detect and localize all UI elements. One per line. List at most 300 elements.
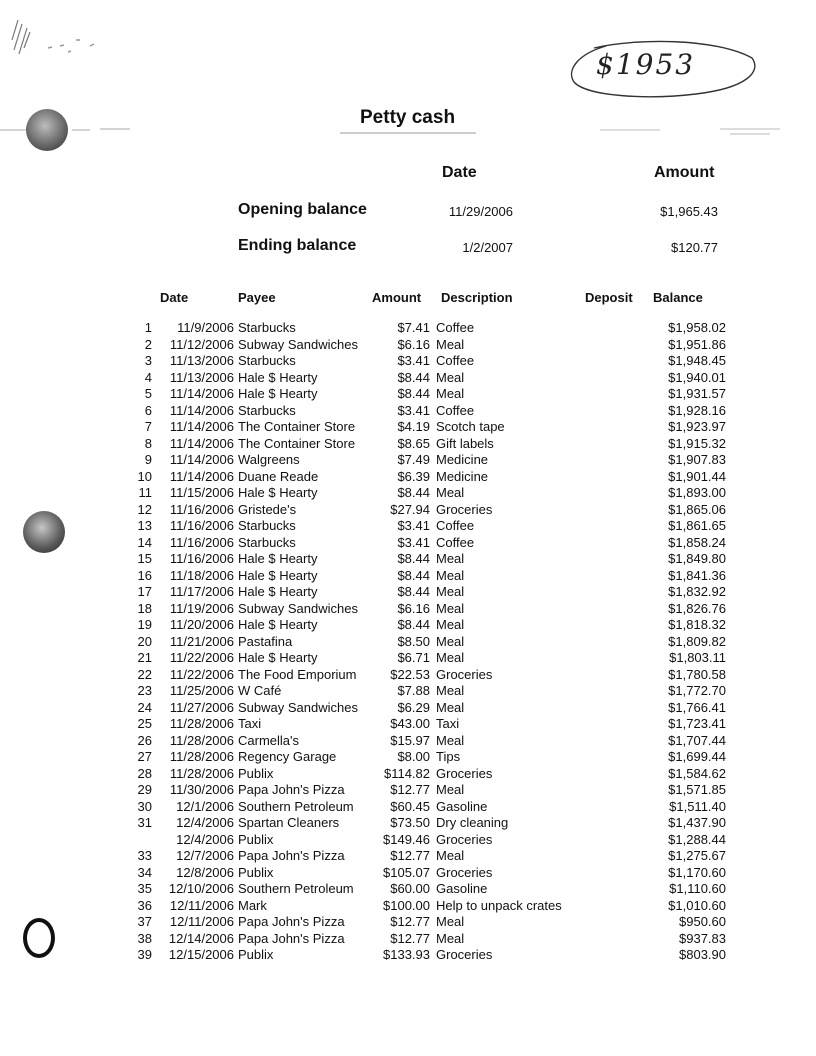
row-payee: Gristede's: [238, 501, 297, 517]
row-number: 26: [137, 732, 152, 748]
row-amount: $12.77: [390, 782, 430, 797]
row-deposit: [586, 568, 646, 585]
row-balance: $1,780.58: [668, 666, 726, 682]
row-amount: $3.41: [397, 353, 430, 368]
summary-date-header: Date: [442, 164, 477, 181]
row-number: 11: [138, 485, 152, 500]
row-amount: $6.16: [397, 336, 430, 352]
row-amount: $8.65: [397, 435, 430, 451]
row-number: 14: [137, 534, 152, 550]
row-number: 9: [144, 452, 152, 467]
row-description: Coffee: [436, 402, 475, 418]
row-balance: $1,958.02: [668, 320, 726, 335]
row-balance: $1,858.24: [668, 534, 726, 550]
column-header-amount: Amount: [372, 290, 422, 305]
row-deposit: [586, 799, 646, 816]
row-amount: $8.44: [397, 567, 430, 583]
row-amount: $3.41: [397, 518, 430, 533]
row-deposit: [586, 898, 646, 915]
row-deposit: [586, 667, 646, 684]
table-row: [118, 419, 726, 436]
row-balance: $950.60: [679, 914, 726, 929]
row-amount: $60.00: [390, 881, 430, 896]
summary-amount-header: Amount: [654, 164, 715, 181]
row-date: 11/16/2006: [169, 551, 234, 566]
row-date: 11/25/2006: [169, 683, 234, 698]
table-row: [118, 667, 726, 684]
row-deposit: [586, 518, 646, 535]
row-payee: The Food Emporium: [238, 666, 357, 682]
row-payee: Pastafina: [238, 633, 293, 649]
row-deposit: [586, 815, 646, 832]
row-amount: $6.29: [397, 699, 430, 715]
row-number: 23: [137, 683, 152, 698]
row-date: 12/8/2006: [176, 864, 234, 880]
row-deposit: [586, 832, 646, 849]
row-description: Meal: [436, 782, 465, 797]
row-payee: Hale $ Hearty: [238, 617, 318, 632]
table-row: [118, 716, 726, 733]
table-row: [118, 370, 726, 387]
row-description: Help to unpack crates: [436, 897, 562, 913]
row-deposit: [586, 766, 646, 783]
row-payee: Starbucks: [238, 353, 296, 368]
row-payee: Subway Sandwiches: [238, 336, 358, 352]
row-deposit: [586, 403, 646, 420]
table-row: [118, 733, 726, 750]
row-date: 11/16/2006: [169, 534, 234, 550]
row-payee: The Container Store: [238, 435, 356, 451]
row-balance: $1,901.44: [668, 468, 726, 484]
column-header-date: Date: [160, 290, 189, 305]
row-balance: $803.90: [679, 947, 726, 962]
column-header-payee: Payee: [238, 290, 276, 305]
row-payee: Publix: [238, 831, 274, 847]
row-balance: $1,584.62: [668, 765, 726, 781]
row-deposit: [586, 716, 646, 733]
row-balance: $1,832.92: [668, 584, 726, 599]
row-balance: $1,110.60: [669, 881, 726, 896]
scan-line-right: [600, 124, 816, 140]
row-deposit: [586, 502, 646, 519]
row-description: Groceries: [436, 501, 493, 517]
row-number: 22: [137, 666, 152, 682]
row-balance: $1,766.41: [668, 699, 726, 715]
table-row: [118, 832, 726, 849]
table-row: [118, 601, 726, 618]
table-row: [118, 584, 726, 601]
row-amount: $7.49: [397, 452, 430, 467]
ledger-body: [118, 320, 726, 964]
row-date: 11/16/2006: [169, 518, 234, 533]
row-description: Meal: [436, 386, 465, 401]
row-date: 11/12/2006: [169, 336, 234, 352]
row-balance: $1,849.80: [668, 551, 726, 566]
row-number: 31: [137, 815, 152, 830]
row-description: Groceries: [436, 831, 493, 847]
row-description: Coffee: [436, 320, 475, 335]
row-date: 11/27/2006: [169, 699, 234, 715]
row-amount: $15.97: [390, 732, 430, 748]
table-row: [118, 700, 726, 717]
row-payee: Starbucks: [238, 534, 296, 550]
opening-balance-label: Opening balance: [238, 201, 367, 218]
row-amount: $60.45: [390, 798, 430, 814]
row-payee: Papa John's Pizza: [238, 930, 345, 946]
row-description: Coffee: [436, 534, 475, 550]
row-description: Groceries: [436, 666, 493, 682]
row-description: Gift labels: [436, 435, 494, 451]
opening-balance-date: 11/29/2006: [448, 204, 513, 219]
row-balance: $1,928.16: [668, 402, 726, 418]
row-description: Meal: [436, 732, 465, 748]
row-amount: $6.71: [397, 650, 430, 665]
row-number: 13: [137, 518, 152, 533]
row-amount: $43.00: [390, 716, 430, 731]
row-amount: $133.93: [383, 947, 430, 962]
table-row: [118, 782, 726, 799]
row-number: 20: [137, 633, 152, 649]
row-number: 34: [137, 864, 152, 880]
row-deposit: [586, 337, 646, 354]
row-number: 37: [137, 914, 152, 929]
row-amount: $3.41: [397, 534, 430, 550]
row-number: [118, 832, 154, 849]
row-description: Meal: [436, 699, 465, 715]
row-number: 17: [137, 584, 152, 599]
row-date: 12/11/2006: [169, 897, 234, 913]
row-description: Medicine: [436, 452, 489, 467]
row-deposit: [586, 436, 646, 453]
row-deposit: [586, 848, 646, 865]
row-number: 19: [137, 617, 152, 632]
row-description: Medicine: [436, 468, 489, 484]
page-title: Petty cash: [360, 107, 456, 128]
row-date: 11/14/2006: [169, 402, 234, 418]
row-payee: Regency Garage: [238, 749, 337, 764]
row-date: 11/20/2006: [169, 617, 234, 632]
column-header-description: Description: [441, 290, 513, 305]
row-date: 12/1/2006: [176, 798, 234, 814]
row-payee: Starbucks: [238, 402, 296, 418]
row-number: 15: [137, 551, 152, 566]
table-row: [118, 683, 726, 700]
row-amount: $8.44: [397, 369, 430, 385]
row-number: 36: [137, 897, 152, 913]
row-date: 11/28/2006: [169, 716, 234, 731]
row-date: 11/28/2006: [169, 732, 234, 748]
table-row: [118, 815, 726, 832]
table-row: [118, 518, 726, 535]
row-date: 11/28/2006: [169, 749, 234, 764]
row-description: Meal: [436, 848, 465, 863]
scan-scribble-mark: [8, 10, 118, 70]
row-description: Meal: [436, 584, 465, 599]
row-payee: Carmella's: [238, 732, 299, 748]
row-balance: $1,861.65: [668, 518, 726, 533]
row-description: Meal: [436, 336, 465, 352]
row-balance: $1,940.01: [668, 369, 726, 385]
row-description: Meal: [436, 485, 465, 500]
row-number: 18: [137, 600, 152, 616]
row-deposit: [586, 881, 646, 898]
row-payee: W Café: [238, 683, 282, 698]
row-payee: Southern Petroleum: [238, 881, 354, 896]
column-header-deposit: Deposit: [585, 290, 633, 305]
table-row: [118, 320, 726, 337]
table-row: [118, 502, 726, 519]
row-description: Meal: [436, 683, 465, 698]
ending-balance-date: 1/2/2007: [462, 240, 513, 255]
row-deposit: [586, 733, 646, 750]
row-amount: $8.44: [397, 551, 430, 566]
row-balance: $1,803.11: [669, 650, 726, 665]
row-date: 11/21/2006: [169, 633, 234, 649]
table-row: [118, 881, 726, 898]
row-balance: $1,699.44: [668, 749, 726, 764]
row-payee: Taxi: [238, 716, 262, 731]
row-balance: $1,907.83: [668, 452, 726, 467]
row-payee: Publix: [238, 864, 274, 880]
row-payee: Papa John's Pizza: [238, 782, 345, 797]
row-balance: $1,437.90: [668, 815, 726, 830]
table-row: [118, 865, 726, 882]
row-deposit: [586, 535, 646, 552]
table-row: [118, 436, 726, 453]
row-date: 11/22/2006: [169, 650, 234, 665]
row-number: 21: [137, 650, 152, 665]
row-deposit: [586, 353, 646, 370]
row-number: 2: [144, 336, 152, 352]
row-description: Meal: [436, 930, 465, 946]
row-number: 5: [144, 386, 152, 401]
table-row: [118, 634, 726, 651]
punch-hole-bottom: [23, 918, 55, 958]
row-number: 7: [144, 419, 152, 434]
table-row: [118, 931, 726, 948]
row-amount: $8.44: [397, 617, 430, 632]
row-date: 11/19/2006: [169, 600, 234, 616]
row-amount: $22.53: [390, 666, 430, 682]
row-amount: $8.00: [397, 749, 430, 764]
row-balance: $1,288.44: [668, 831, 726, 847]
row-description: Scotch tape: [436, 419, 505, 434]
row-date: 11/14/2006: [169, 386, 234, 401]
row-date: 12/4/2006: [176, 831, 234, 847]
ending-balance-amount: $120.77: [671, 240, 718, 255]
row-balance: $1,571.85: [668, 782, 726, 797]
row-number: 12: [137, 501, 152, 517]
row-number: 8: [144, 435, 152, 451]
row-payee: Publix: [238, 947, 274, 962]
row-number: 29: [137, 782, 152, 797]
row-description: Taxi: [436, 716, 460, 731]
row-description: Meal: [436, 551, 465, 566]
row-amount: $12.77: [390, 848, 430, 863]
row-balance: $1,010.60: [668, 897, 726, 913]
row-amount: $8.50: [397, 633, 430, 649]
row-deposit: [586, 469, 646, 486]
row-number: 28: [137, 765, 152, 781]
row-balance: $1,841.36: [668, 567, 726, 583]
row-amount: $7.41: [397, 320, 430, 335]
table-row: [118, 749, 726, 766]
row-description: Meal: [436, 650, 465, 665]
row-amount: $73.50: [390, 815, 430, 830]
row-description: Gasoline: [436, 798, 488, 814]
row-number: 33: [137, 848, 152, 863]
opening-balance-amount: $1,965.43: [660, 204, 718, 219]
row-amount: $105.07: [383, 864, 430, 880]
row-balance: $1,723.41: [668, 716, 726, 731]
row-date: 11/14/2006: [169, 419, 234, 434]
row-description: Gasoline: [436, 881, 488, 896]
row-number: 27: [137, 749, 152, 764]
row-date: 12/15/2006: [168, 947, 234, 962]
petty-cash-ledger: [118, 320, 726, 964]
row-date: 11/9/2006: [177, 320, 234, 335]
row-deposit: [586, 485, 646, 502]
row-payee: Hale $ Hearty: [238, 369, 318, 385]
table-row: [118, 353, 726, 370]
row-payee: Hale $ Hearty: [238, 584, 318, 599]
row-description: Groceries: [436, 864, 493, 880]
row-description: Meal: [436, 600, 465, 616]
row-number: 38: [137, 930, 152, 946]
row-balance: $1,893.00: [668, 485, 726, 500]
table-row: [118, 469, 726, 486]
table-row: [118, 898, 726, 915]
row-description: Meal: [436, 633, 465, 649]
row-description: Groceries: [436, 947, 493, 962]
row-balance: $1,275.67: [668, 848, 726, 863]
row-deposit: [586, 419, 646, 436]
row-date: 11/14/2006: [169, 435, 234, 451]
row-payee: Starbucks: [238, 518, 296, 533]
row-amount: $12.77: [390, 930, 430, 946]
row-deposit: [586, 601, 646, 618]
row-deposit: [586, 914, 646, 931]
scan-line-left: [0, 120, 140, 140]
row-balance: $1,948.45: [668, 353, 726, 368]
row-date: 11/14/2006: [169, 452, 234, 467]
row-payee: The Container Store: [238, 419, 356, 434]
row-number: 35: [137, 881, 152, 896]
row-description: Meal: [436, 914, 465, 929]
table-row: [118, 386, 726, 403]
row-balance: $1,865.06: [668, 501, 726, 517]
row-payee: Hale $ Hearty: [238, 386, 318, 401]
row-date: 11/30/2006: [169, 782, 234, 797]
row-balance: $1,772.70: [668, 683, 726, 698]
table-row: [118, 914, 726, 931]
row-payee: Subway Sandwiches: [238, 600, 358, 616]
row-date: 11/16/2006: [169, 501, 234, 517]
row-date: 12/11/2006: [169, 914, 234, 929]
row-deposit: [586, 551, 646, 568]
row-deposit: [586, 370, 646, 387]
row-amount: $149.46: [383, 831, 430, 847]
row-balance: $1,170.60: [668, 864, 726, 880]
table-row: [118, 485, 726, 502]
row-payee: Southern Petroleum: [238, 798, 354, 814]
row-payee: Papa John's Pizza: [238, 914, 345, 929]
row-description: Coffee: [436, 353, 475, 368]
row-number: 30: [137, 798, 152, 814]
row-deposit: [586, 683, 646, 700]
row-amount: $6.16: [397, 600, 430, 616]
row-number: 3: [144, 353, 152, 368]
row-payee: Papa John's Pizza: [238, 848, 345, 863]
column-header-balance: Balance: [653, 290, 703, 305]
row-date: 11/14/2006: [169, 468, 234, 484]
row-description: Tips: [436, 749, 461, 764]
row-date: 11/15/2006: [169, 485, 234, 500]
table-row: [118, 551, 726, 568]
row-date: 11/22/2006: [169, 666, 234, 682]
row-balance: $1,511.40: [669, 798, 726, 814]
row-deposit: [586, 452, 646, 469]
row-deposit: [586, 650, 646, 667]
row-amount: $27.94: [390, 501, 430, 517]
row-date: 11/18/2006: [169, 567, 234, 583]
punch-hole-middle: [23, 511, 65, 553]
row-description: Meal: [436, 567, 465, 583]
table-row: [118, 617, 726, 634]
table-row: [118, 766, 726, 783]
row-balance: $1,826.76: [668, 600, 726, 616]
row-deposit: [586, 931, 646, 948]
row-date: 11/28/2006: [169, 765, 234, 781]
row-deposit: [586, 617, 646, 634]
row-date: 11/13/2006: [169, 369, 234, 385]
row-payee: Hale $ Hearty: [238, 650, 318, 665]
row-payee: Hale $ Hearty: [238, 567, 318, 583]
table-row: [118, 650, 726, 667]
row-description: Meal: [436, 369, 465, 385]
row-amount: $100.00: [383, 897, 430, 913]
row-payee: Hale $ Hearty: [238, 485, 318, 500]
row-balance: $1,809.82: [668, 633, 726, 649]
table-row: [118, 848, 726, 865]
title-underline: [340, 128, 480, 138]
row-amount: $114.82: [383, 765, 430, 781]
row-amount: $12.77: [390, 914, 430, 929]
row-deposit: [586, 749, 646, 766]
table-row: [118, 452, 726, 469]
row-description: Coffee: [436, 518, 475, 533]
table-row: [118, 799, 726, 816]
row-date: 12/14/2006: [168, 930, 234, 946]
row-number: 24: [137, 699, 152, 715]
row-description: Meal: [436, 617, 465, 632]
row-date: 12/7/2006: [176, 848, 234, 863]
row-number: 39: [137, 947, 152, 962]
table-row: [118, 947, 726, 964]
table-row: [118, 403, 726, 420]
row-deposit: [586, 700, 646, 717]
table-row: [118, 568, 726, 585]
row-description: Groceries: [436, 765, 493, 781]
row-balance: $1,707.44: [668, 732, 726, 748]
row-payee: Subway Sandwiches: [238, 699, 358, 715]
row-date: 12/10/2006: [168, 881, 234, 896]
table-row: [118, 337, 726, 354]
row-payee: Spartan Cleaners: [238, 815, 340, 830]
row-description: Dry cleaning: [436, 815, 509, 830]
row-payee: Mark: [238, 897, 267, 913]
row-amount: $8.44: [397, 584, 430, 599]
